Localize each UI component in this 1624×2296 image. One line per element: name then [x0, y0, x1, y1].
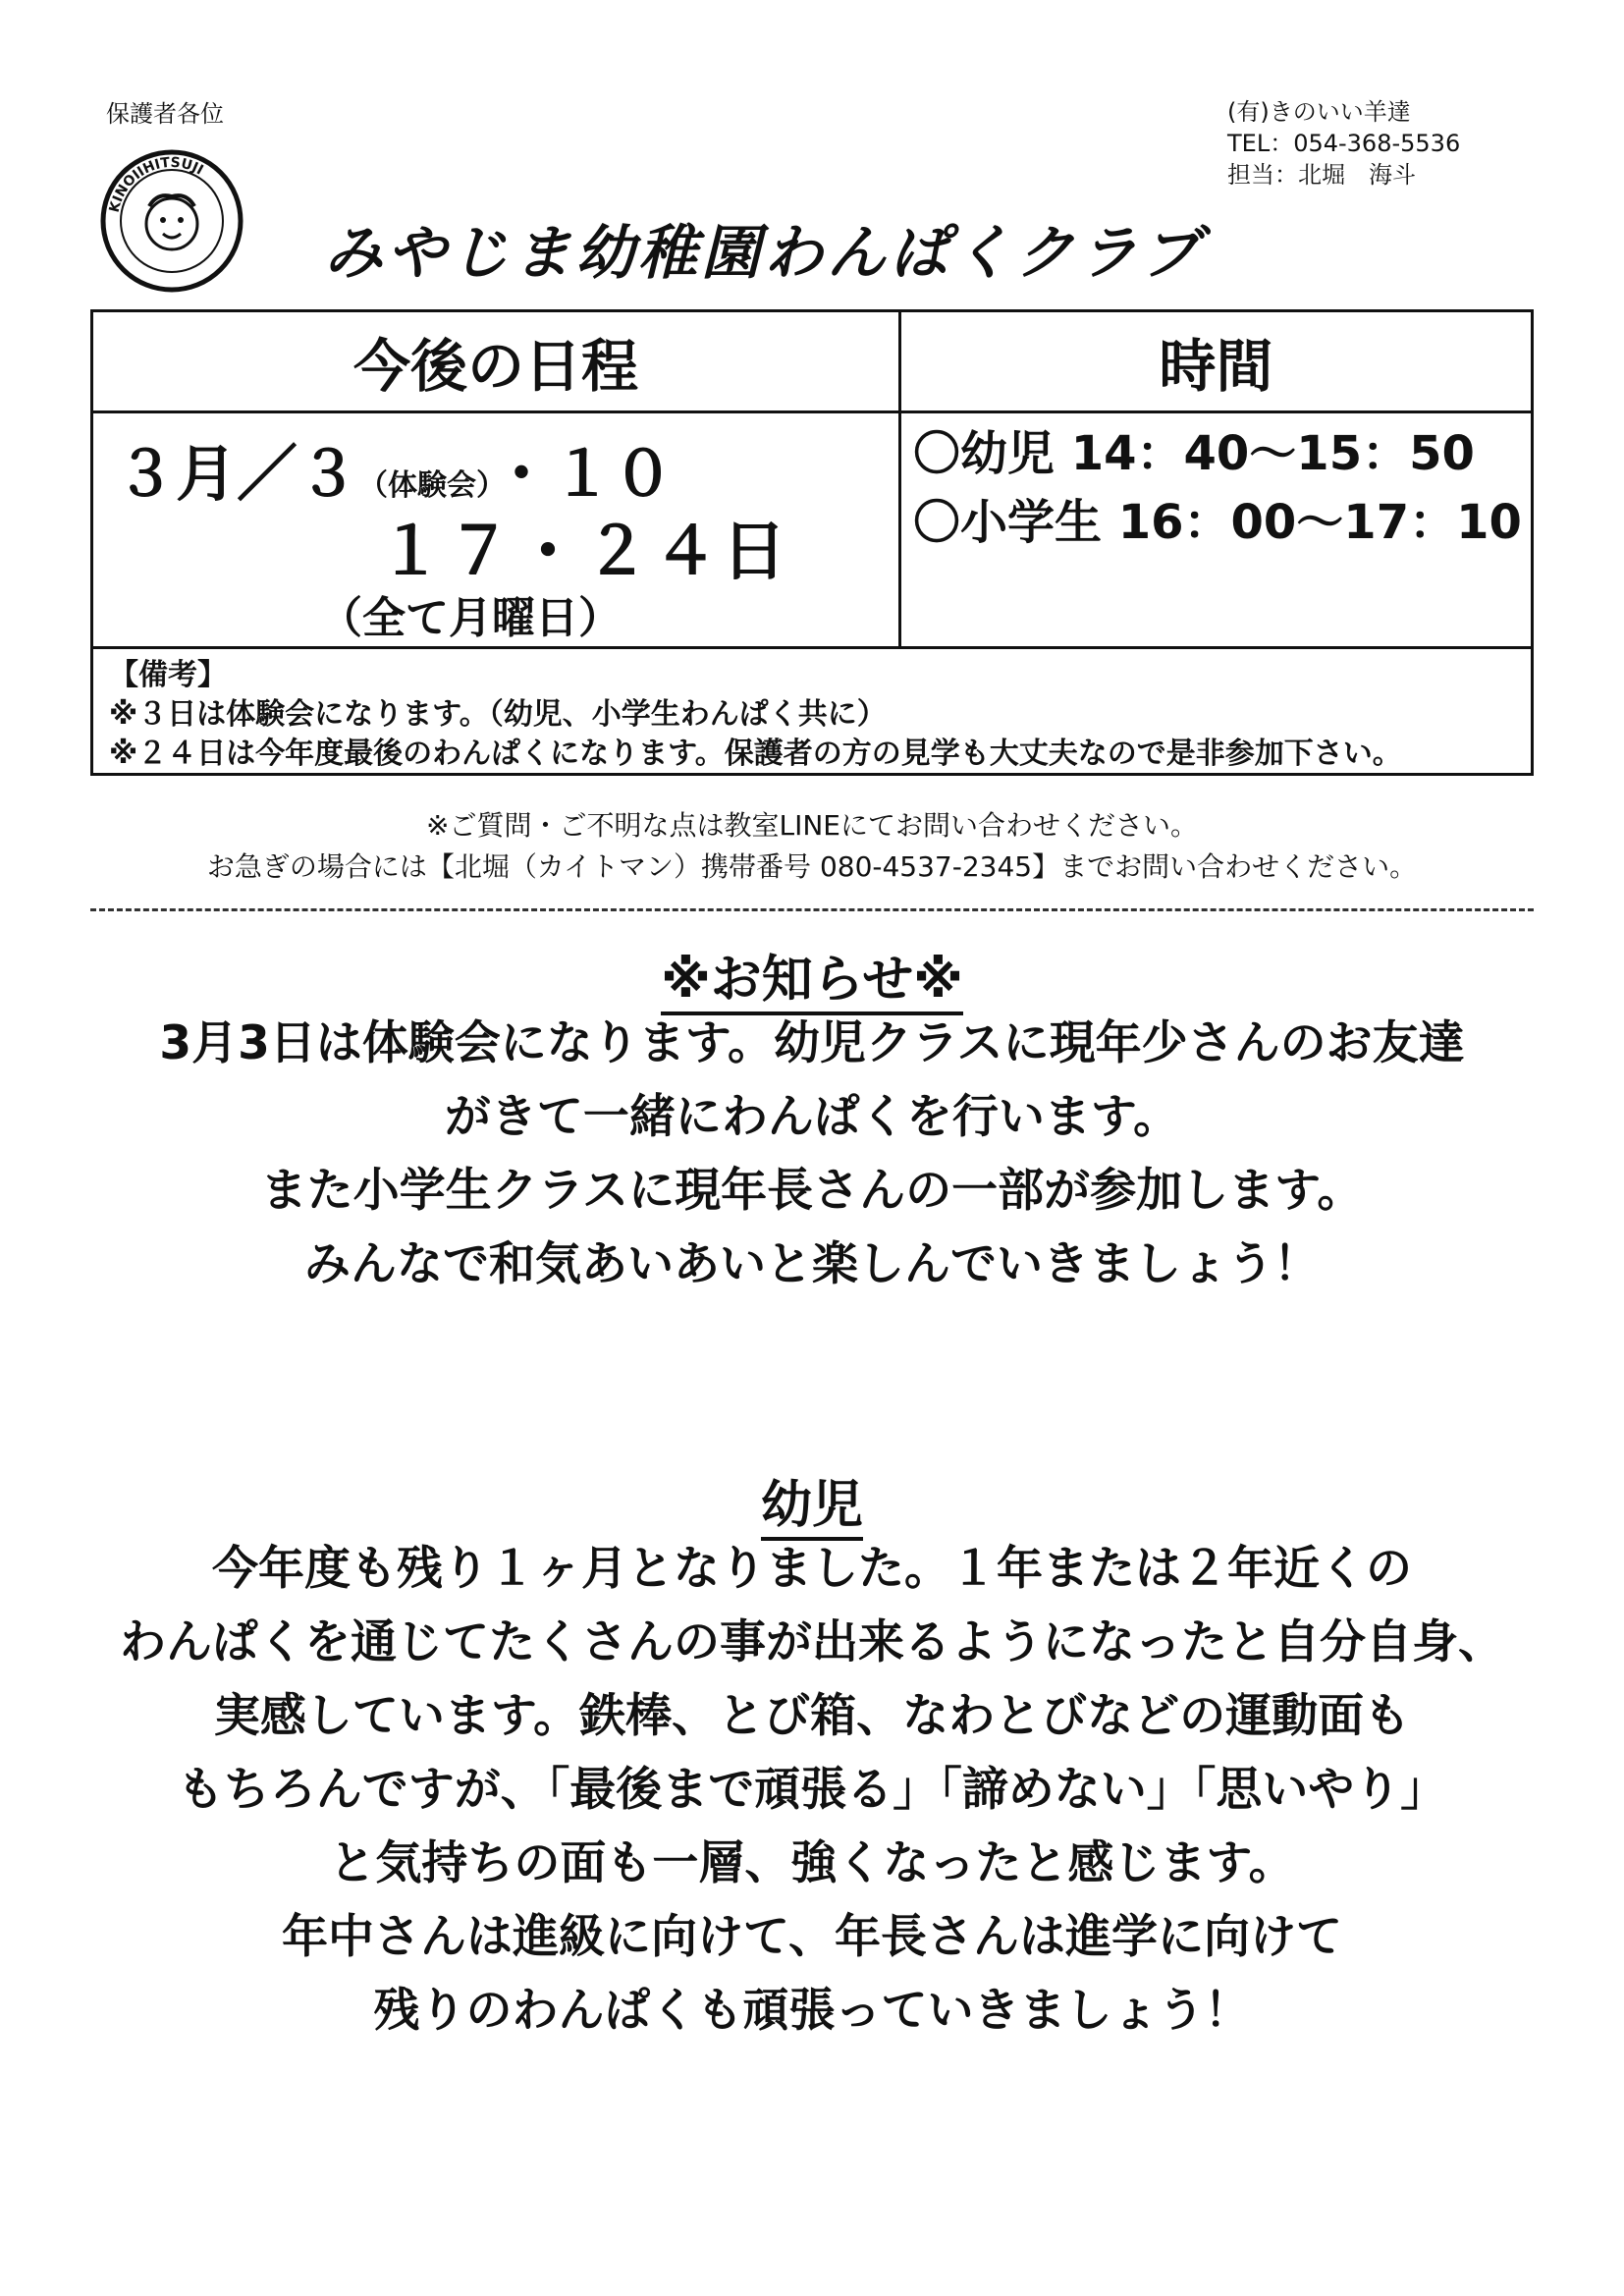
notice-line: 3月3日は体験会になります。幼児クラスに現年少さんのお友達	[159, 1016, 1465, 1070]
contact-notice	[0, 805, 1624, 888]
schedule-dates-line2: １７・２４日	[378, 514, 790, 589]
addressee: 保護者各位	[106, 100, 224, 128]
kids-line: もちろんですが、「最後まで頑張る」「諦めない」「思いやり」	[177, 1763, 1447, 1817]
schedule-date-second: ・１０	[491, 438, 675, 510]
kids-line: 年中さんは進級に向けて、年長さんは進学に向けて	[281, 1910, 1343, 1964]
kids-line: わんぱくを通じてたくさんの事が出来るようになったと自分自身、	[120, 1615, 1504, 1669]
kids-line: 今年度も残り１ヶ月となりました。１年または２年近くの	[212, 1542, 1412, 1596]
schedule-table	[90, 309, 1534, 776]
schedule-date-first: ３月／３	[115, 438, 359, 510]
kids-line: 実感しています。鉄棒、とび箱、なわとびなどの運動面も	[213, 1689, 1411, 1743]
notice-line: がきて一緒にわんぱくを行います。	[444, 1090, 1180, 1144]
kids-line: 残りのわんぱくも頑張っていきましょう！	[373, 1984, 1251, 2038]
notice-line: また小学生クラスに現年長さんの一部が参加します。	[260, 1164, 1364, 1218]
time-kids: 〇幼児 14：40～15：50	[913, 426, 1475, 481]
logo-text: KINOIIHITSUJI	[106, 154, 206, 214]
kids-body	[0, 1532, 1624, 2048]
notice-heading-text: ※お知らせ※	[661, 951, 963, 1015]
header-dates: 今後の日程	[352, 333, 638, 400]
company-phone: TEL：054-368-5536	[1227, 130, 1461, 157]
header-time: 時間	[1159, 333, 1273, 400]
contact-line: お急ぎの場合には【北堀（カイトマン）携帯番号 080-4537-2345】までお問い合わせください。	[206, 850, 1418, 883]
schedule-notes	[109, 656, 1402, 774]
note-item: ※２４日は今年度最後のわんぱくになります。保護者の方の見学も大丈夫なので是非参加下さい。	[109, 737, 1402, 771]
dashed-separator	[90, 908, 1534, 911]
notice-heading	[0, 938, 1624, 1011]
schedule-weekday-note: （全て月曜日）	[319, 593, 622, 643]
trial-label: （体験会）	[358, 468, 492, 503]
note-item: ※３日は体験会になります。（幼児、小学生わんぱく共に）	[109, 697, 887, 732]
company-name: (有)きのいい羊達	[1227, 98, 1411, 126]
kids-heading-text: 幼児	[761, 1476, 863, 1541]
notice-body	[0, 1007, 1624, 1301]
company-contact-person: 担当：北堀 海斗	[1227, 161, 1416, 189]
company-info	[1227, 96, 1460, 191]
kids-heading	[0, 1463, 1624, 1537]
kids-line: と気持ちの面も一層、強くなったと感じます。	[329, 1836, 1295, 1890]
notes-title: 【備考】	[109, 658, 227, 692]
notice-line: みんなで和気あいあいと楽しんでいきましょう！	[304, 1237, 1320, 1291]
notes-divider	[93, 646, 1531, 649]
time-elementary: 〇小学生 16：00～17：10	[913, 495, 1522, 550]
contact-line: ※ご質問・ご不明な点は教室LINEにてお問い合わせください。	[426, 809, 1198, 842]
sheep-logo	[98, 147, 245, 295]
page-title: みやじま幼稚園わんぱくクラブ	[324, 219, 1204, 288]
